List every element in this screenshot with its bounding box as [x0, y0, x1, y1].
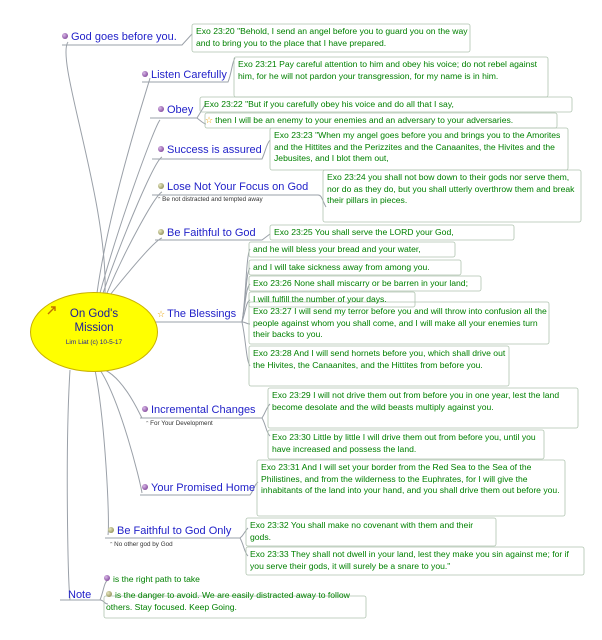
- bullet-icon: [142, 484, 148, 490]
- bullet-icon: [62, 33, 68, 39]
- branch-label: Obey: [167, 104, 194, 116]
- branch-be-faithful[interactable]: [158, 227, 256, 239]
- note-icon: ᵔ: [110, 541, 115, 548]
- branch-blessings[interactable]: [157, 308, 236, 320]
- verse-exo-23-26a[interactable]: Exo 23:26 None shall miscarry or be barren in your land;: [253, 278, 468, 288]
- central-title-line2: Mission: [74, 322, 114, 334]
- branch-incremental-changes[interactable]: [142, 404, 256, 416]
- branch-lose-not-focus[interactable]: [158, 181, 308, 193]
- branch-label: Lose Not Your Focus on God: [167, 181, 309, 193]
- verse-exo-23-21[interactable]: Exo 23:21 Pay careful attention to him and obey his voice; do not rebel against him, for he will not pardon your transgression, for my name is in him.: [238, 59, 538, 81]
- note-icon: ᵔ: [146, 420, 151, 427]
- verse-exo-23-32[interactable]: Exo 23:32 You shall make no covenant with them and their gods.: [250, 520, 474, 542]
- branch-label: Success is assured: [167, 144, 262, 156]
- central-topic[interactable]: [30, 292, 158, 372]
- branch-label: Listen Carefully: [151, 69, 227, 81]
- star-icon: ☆: [157, 309, 166, 319]
- note-path[interactable]: [104, 574, 304, 586]
- branch-label: The Blessings: [167, 308, 237, 320]
- subnote-text: Be not distracted and tempted away: [162, 196, 263, 203]
- subnote-text: For Your Development: [150, 420, 213, 427]
- branch-label: Be Faithful to God: [167, 227, 256, 239]
- central-subtitle: Lim Liat (c) 10-5-17: [65, 339, 123, 346]
- verse-exo-23-25a[interactable]: Exo 23:25 You shall serve the LORD your God,: [274, 227, 454, 237]
- branch-label: God goes before you.: [71, 31, 177, 43]
- branch-note[interactable]: [68, 589, 91, 601]
- bullet-icon: [158, 229, 164, 235]
- verse-exo-23-25b[interactable]: and he will bless your bread and your water,: [253, 244, 421, 254]
- bullet-icon: [158, 183, 164, 189]
- central-title-line1: On God's: [69, 308, 119, 320]
- verse-exo-23-22a[interactable]: Exo 23:22 "But if you carefully obey his voice and do all that I say,: [204, 99, 454, 109]
- verse-exo-23-20[interactable]: Exo 23:20 "Behold, I send an angel before you to guard you on the way and to bring you to the place that I have prepared.: [196, 26, 468, 48]
- bullet-icon: [106, 591, 112, 597]
- note-text: is the right path to take: [113, 574, 200, 584]
- bullet-icon: [158, 146, 164, 152]
- bullet-icon: [142, 71, 148, 77]
- branch-label: Be Faithful to God Only: [117, 525, 232, 537]
- verse-exo-23-24[interactable]: Exo 23:24 you shall not bow down to their gods nor serve them, nor do as they do, but you shall utterly overthrow them and break their pillars in pieces.: [327, 172, 575, 206]
- subnote-text: No other god by God: [114, 541, 173, 548]
- verse-exo-23-30[interactable]: Exo 23:30 Little by little I will drive them out from before you, until you have increased and possess the land.: [272, 432, 536, 454]
- branch-faithful-only[interactable]: [108, 525, 231, 537]
- branch-label: Your Promised Home: [151, 482, 256, 494]
- incremental-subnote: [146, 420, 226, 428]
- bullet-icon: [158, 106, 164, 112]
- verse-exo-23-33[interactable]: Exo 23:33 They shall not dwell in your land, lest they make you sin against me; for if you serve their gods, it will surely be a snare to you.": [250, 549, 569, 571]
- note-icon: ᵔ: [158, 196, 163, 203]
- branch-success[interactable]: [158, 144, 262, 156]
- bullet-icon: [108, 527, 114, 533]
- branch-promised-home[interactable]: [142, 482, 255, 494]
- verse-exo-23-28[interactable]: Exo 23:28 And I will send hornets before you, which shall drive out the Hivites, the Canaanites, and the Hittites from before you.: [253, 348, 506, 370]
- verse-exo-23-22b[interactable]: [205, 115, 557, 127]
- verse-exo-23-29[interactable]: Exo 23:29 I will not drive them out from before you in one year, lest the land become desolate and the wild beasts multiply against you.: [272, 390, 560, 412]
- verse-exo-23-25c[interactable]: and I will take sickness away from among you.: [253, 262, 430, 272]
- verse-exo-23-27[interactable]: Exo 23:27 I will send my terror before you and will throw into confusion all the people against whom you shall come, and I will make all your enemies turn their backs to you.: [253, 306, 547, 340]
- verse-exo-23-26b[interactable]: I will fulfill the number of your days.: [253, 294, 387, 304]
- verse-text: then I will be an enemy to your enemies and an adversary to your adversaries.: [215, 115, 514, 125]
- verse-exo-23-23[interactable]: Exo 23:23 "When my angel goes before you and brings you to the Amorites and the Hittites and the Perizzites and the Canaanites, the Hivites and the Jebusites, and I blot them out,: [274, 130, 561, 164]
- branch-listen-carefully[interactable]: [142, 69, 227, 81]
- star-icon: ☆: [205, 115, 214, 125]
- branch-obey[interactable]: [158, 104, 193, 116]
- faithful-only-subnote: [110, 541, 180, 549]
- branch-label: Incremental Changes: [151, 404, 256, 416]
- lose-not-focus-subnote: [158, 196, 278, 204]
- note-danger[interactable]: [106, 590, 362, 613]
- branch-god-goes-before[interactable]: [62, 31, 177, 43]
- bullet-icon: [142, 406, 148, 412]
- bullet-icon: [104, 575, 110, 581]
- note-text: is the danger to avoid. We are easily distracted away to follow others. Stay focused. Keep Going.: [106, 590, 350, 612]
- branch-label: Note: [68, 589, 92, 601]
- verse-exo-23-31[interactable]: Exo 23:31 And I will set your border from the Red Sea to the Sea of the Philistines, and from the wilderness to the Euphrates, for I will give the inhabitants of the land into your hand, and you shall drive them out before you.: [261, 462, 560, 496]
